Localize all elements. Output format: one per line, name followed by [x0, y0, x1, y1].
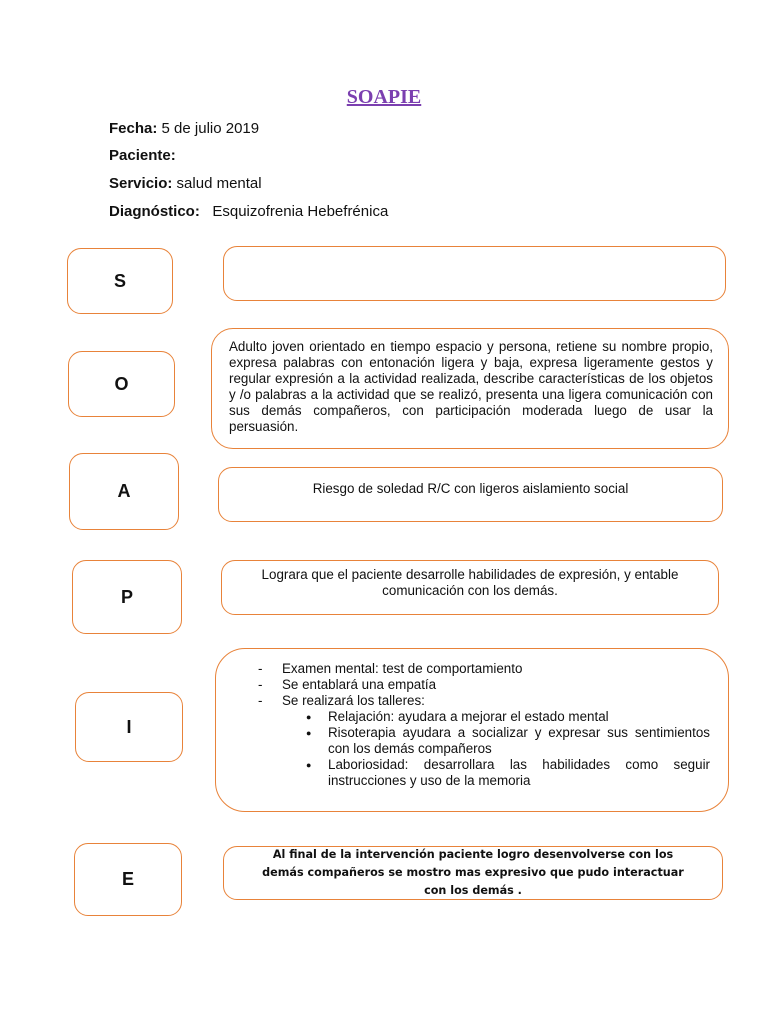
- section-o-text: Adulto joven orientado en tiempo espacio y persona, retiene su nombre propio, expresa palabras con entonación ligera y baja, expresa ligeramente gestos y regular expresión a la actividad realizada, describe características de los objetos y /o palabras a la actividad que se realizó, presenta una ligera comunicación con sus demás compañeros, con participación moderada luego de usar la persuasión.: [229, 339, 713, 434]
- section-p-content-box: [221, 560, 719, 615]
- section-a-content-box: [218, 467, 723, 522]
- section-e-text: Al final de la intervención paciente logro desenvolverse con los demás compañeros se mostro mas expresivo que pudo interactuar con los demás .: [262, 848, 684, 897]
- diagnostico-label: Diagnóstico:: [109, 203, 200, 220]
- section-p-letter: P: [120, 586, 133, 607]
- page-title: SOAPIE: [346, 86, 422, 108]
- fecha-field: [109, 120, 259, 137]
- intervention-item: - Examen mental: test de comportamiento: [256, 661, 710, 677]
- paciente-label: Paciente:: [109, 147, 176, 164]
- section-p-text: Lograra que el paciente desarrolle habilidades de expresión, y entable comunicación con los demás.: [261, 566, 679, 598]
- section-e-letter: E: [121, 869, 134, 889]
- workshop-item: ● Laboriosidad: desarrollara las habilidades como seguir instrucciones y uso de la memoria: [306, 757, 710, 789]
- workshop-list: [256, 709, 710, 789]
- servicio-field: [109, 175, 262, 192]
- section-i-letter: I: [126, 716, 132, 737]
- workshop-item: ● Relajación: ayudara a mejorar el estado mental: [306, 709, 710, 725]
- section-p-letter-box: [72, 560, 182, 634]
- intervention-item: - Se realizará los talleres:: [256, 693, 710, 709]
- section-s-letter-box: [67, 248, 173, 314]
- workshop-item: ● Risoterapia ayudara a socializar y expresar sus sentimientos con los demás compañeros: [306, 725, 710, 757]
- fecha-value: 5 de julio 2019: [161, 120, 260, 137]
- section-a-letter-box: [69, 453, 179, 530]
- section-a-text: Riesgo de soledad R/C con ligeros aislamiento social: [312, 480, 629, 496]
- section-e-content-box: [223, 846, 723, 900]
- fecha-label: Fecha:: [109, 120, 158, 137]
- intervention-list: [256, 661, 710, 709]
- section-o-content-box: [211, 328, 729, 449]
- diagnostico-field: [109, 203, 388, 220]
- section-o-letter-box: [68, 351, 175, 417]
- servicio-value: salud mental: [176, 175, 262, 192]
- section-e-letter-box: [74, 843, 182, 916]
- section-s-content-box: [223, 246, 726, 301]
- section-s-letter: S: [113, 270, 126, 291]
- section-a-letter: A: [117, 481, 131, 501]
- section-i-content-box: [215, 648, 729, 812]
- paciente-field: [109, 147, 176, 164]
- section-o-letter: O: [114, 373, 129, 394]
- diagnostico-value: Esquizofrenia Hebefrénica: [212, 203, 389, 220]
- section-i-letter-box: [75, 692, 183, 762]
- servicio-label: Servicio:: [109, 175, 173, 192]
- intervention-item: - Se entablará una empatía: [256, 677, 710, 693]
